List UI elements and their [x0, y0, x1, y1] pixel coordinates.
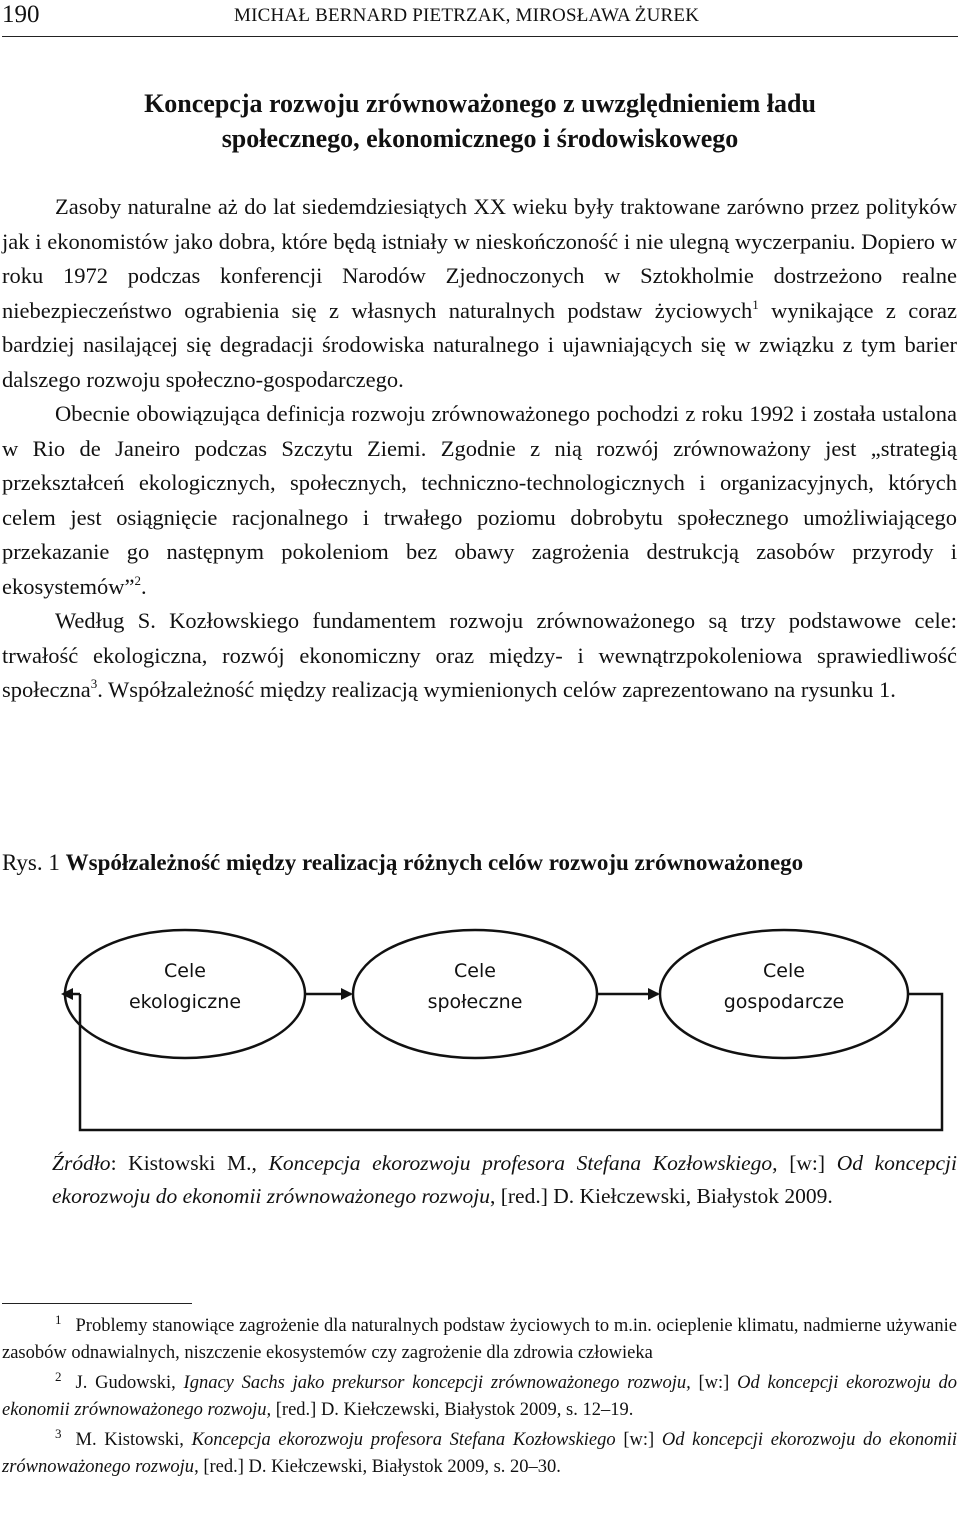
page-number: 190 — [2, 1, 40, 28]
source-in: [w:] — [777, 1151, 837, 1175]
source-author: : Kistowski M., — [110, 1151, 269, 1175]
figure-source — [52, 1147, 957, 1213]
paragraph-3 — [2, 604, 957, 708]
paragraph-3-text-cont: . Współzależność między realizacją wymienionych celów zaprezentowano na rysunku 1. — [97, 677, 896, 702]
section-title — [40, 86, 920, 156]
footnote-3 — [2, 1427, 957, 1481]
node-economic-label-1: Cele — [763, 960, 805, 982]
footnote-2-rest: [red.] D. Kiełczewski, Białystok 2009, s. 12–19. — [271, 1400, 634, 1420]
node-social-label-2: społeczne — [427, 991, 523, 1013]
running-head-authors: MICHAŁ BERNARD PIETRZAK, MIROSŁAWA ŻUREK — [234, 5, 700, 26]
footnote-2-mark: 2 — [55, 1369, 62, 1384]
paragraph-2-text: Obecnie obowiązująca definicja rozwoju zrównoważonego pochodzi z roku 1992 i została ustalona w Rio de Janeiro podczas Szczytu Ziemi. Zgodnie z nią rozwój zrównoważony jest „strategią przekształceń ekologicznych, społecznych, techniczno-technologicznych i organizacyjnych, których celem jest osiągnięcie racjonalnego i trwałego poziomu dobrobytu społecznego umożliwiającego przekazanie go następnym pokoleniom bez obawy zagrożenia destrukcją zasobów przyrody i ekosystemów” — [2, 401, 957, 599]
section-title-line-2: społecznego, ekonomicznego i środowiskowego — [221, 124, 739, 153]
source-title: Koncepcja ekorozwoju profesora Stefana Kozłowskiego, — [268, 1151, 778, 1175]
body-text — [2, 190, 957, 708]
footnote-1 — [2, 1313, 957, 1367]
node-ecological-label-1: Cele — [164, 960, 206, 982]
footnote-separator — [2, 1303, 192, 1304]
running-head — [2, 0, 958, 37]
section-title-line-1: Koncepcja rozwoju zrównoważonego z uwzględnieniem ładu — [144, 89, 816, 118]
node-social-label-1: Cele — [454, 960, 496, 982]
footnote-1-mark: 1 — [55, 1312, 62, 1327]
source-prefix: Źródło — [52, 1151, 111, 1175]
node-economic-label-2: gospodarcze — [723, 991, 845, 1013]
paragraph-3-text: Według S. Kozłowskiego fundamentem rozwoju zrównoważonego są trzy podstawowe cele: trwałość ekologiczna, rozwój ekonomiczny oraz między- i wewnątrzpokoleniowa sprawiedliwość społeczna — [2, 608, 957, 702]
figure-label: Rys. 1 — [2, 850, 60, 875]
footnote-1-text: Problemy stanowiące zagrożenie dla naturalnych podstaw życiowych to m.in. ocieplenie klimatu, nadmierne używanie zasobów odnawialnych, niszczenie ekosystemów czy zagrożenie dla zdrowia człowieka — [2, 1316, 957, 1363]
node-ecological-label-2: ekologiczne — [128, 991, 242, 1013]
paragraph-2 — [2, 397, 957, 604]
figure-caption — [2, 846, 957, 880]
footnote-2 — [2, 1370, 957, 1424]
footnote-ref-1[interactable]: 1 — [752, 296, 759, 312]
footnote-2-in: [w:] — [690, 1373, 738, 1393]
footnote-ref-3[interactable]: 3 — [90, 676, 98, 691]
paragraph-2-text-cont: . — [140, 573, 147, 599]
paragraph-1-text: Zasoby naturalne aż do lat siedemdziesiątych XX wieku były traktowane zarówno przez polityków jak i ekonomistów jako dobra, które będą istniały w nieskończoność i nie ulegną wyczerpaniu. Dopiero w roku 1972 podczas konferencji Narodów Zjednoczonych w Sztokholmie dostrzeżono realne niebezpieczeństwo ograbienia się z własnych naturalnych podstaw życiowych — [2, 194, 957, 323]
footnotes — [2, 1313, 957, 1484]
source-book: Od koncepcji ekorozwoju do ekonomii zrównoważonego rozwoju — [52, 1151, 957, 1208]
figure-title: Współzależność między realizacją różnych celów rozwoju zrównoważonego — [65, 850, 804, 875]
footnote-ref-2[interactable]: 2 — [134, 572, 141, 588]
footnote-3-mark: 3 — [55, 1426, 62, 1441]
footnote-2-author: J. Gudowski, — [75, 1373, 184, 1393]
source-rest: , [red.] D. Kiełczewski, Białystok 2009. — [489, 1184, 833, 1208]
footnote-2-title: Ignacy Sachs jako prekursor koncepcji zrównoważonego rozwoju, — [183, 1373, 691, 1393]
footnote-2-book: Od koncepcji ekorozwoju do ekonomii zrównoważonego rozwoju, — [2, 1373, 957, 1420]
footnote-3-author: M. Kistowski, — [75, 1430, 192, 1450]
footnote-3-book: Od koncepcji ekorozwoju do ekonomii zrównoważonego rozwoju — [2, 1430, 957, 1477]
footnote-3-rest: , [red.] D. Kiełczewski, Białystok 2009, s. 20–30. — [194, 1457, 561, 1477]
paragraph-1-text-cont: wynikające z coraz bardziej nasilającej się degradacji środowiska naturalnego i ujawniających się w związku z tym barier dalszego rozwoju społeczno-gospodarczego. — [2, 297, 957, 392]
paragraph-1 — [2, 190, 957, 397]
goals-diagram — [0, 905, 960, 1145]
footnote-3-title: Koncepcja ekorozwoju profesora Stefana Kozłowskiego — [191, 1430, 616, 1450]
footnote-3-in: [w:] — [615, 1430, 662, 1450]
